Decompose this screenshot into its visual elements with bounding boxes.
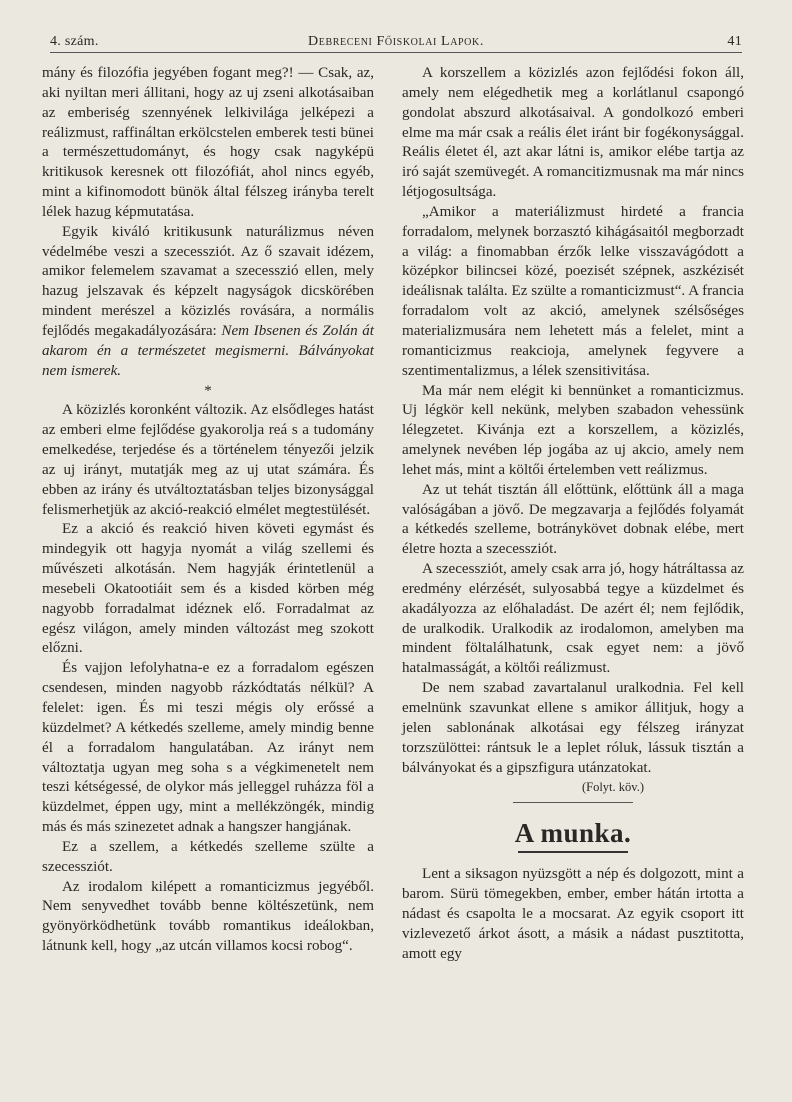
paragraph: Lent a siksagon nyüzsgött a nép és dolgozott, mint a barom. Sürü tömegekben, ember, ember hátán irtotta a nádast és csapolta le a mocsarat. Az egyik csoport itt vizlevezető árkot ásott, a másik a nádast pusztitotta, amott egy bbox=[402, 866, 744, 962]
left-column bbox=[42, 64, 374, 957]
paragraph: A szecessziót, amely csak arra jó, hogy hátráltassa az eredmény elérzését, sulyosabbá tegye a küzdelmet és akadályozza az előhaladást. De azért él; nem fejlődik, de uralkodik. Uralkodik az irodalomon, amelyben ma mindent föltalálhatunk, csak egyet nem: a jövő hatalmasságát, a költői reálizmust. bbox=[402, 561, 744, 677]
paragraph: A közizlés koronként változik. Az elsődleges hatást az emberi elme fejlődése gyakorolja reá s a tudomány emelkedése, terjedése és a történelem tényezői jelzik az uj irányt, mutatják meg az uj utat számára. És ebben az irány és utváltoztatásban teljes bizonysággal felismerhetjük az akció-reakció elmélet megtestülését. bbox=[42, 402, 374, 518]
paragraph-text: Egyik kiváló kritikusunk naturálizmus néven védelmébe veszi a szecessziót. Az ő szavait idézem, amikor felemelem szavamat a szecesszió ellen, mely hazug jelszavak és képzelt nagyságok dicskörében mindent merészel a közizlés rovására, a normális fejlődés megakadályozására: bbox=[42, 223, 374, 339]
page-header bbox=[50, 30, 742, 52]
journal-title: Debreceni Főiskolai Lapok. bbox=[308, 34, 484, 49]
header-rule bbox=[50, 52, 742, 53]
right-column bbox=[402, 64, 744, 964]
continued-note: (Folyt. köv.) bbox=[581, 780, 644, 795]
page-number: 41 bbox=[727, 34, 742, 49]
paragraph: Az irodalom kilépett a romanticizmus jegyéből. Nem senyvedhet tovább benne költészetünk, nem gyönyörködhetünk tovább romantikus ideálokban, látnunk kell, hogy „az utcán villamos kocsi robog“. bbox=[42, 878, 374, 955]
paragraph: De nem szabad zavartalanul uralkodnia. Fel kell emelnünk szavunkat ellene s amikor állitjuk, hogy a jelen sablonának alkotásai egy félszeg irányzat torzszülöttei: rántsuk le a leplet róluk, lássuk tisztán a bálványokat és a gipszfigura utánzatokat. bbox=[402, 680, 744, 776]
paragraph: És vajjon lefolyhatna-e ez a forradalom egészen csendesen, minden nagyobb rázkódtatás nélkül? A felelet: igen. És mi teszi mégis oly erőssé a küzdelmet? A kétkedés szelleme, amely mindig benne él a forradalom hangulatában. Az irányt nem változtatja ugyan meg soha s a végkimenetelt nem teszi kétségessé, de olykor más jelleggel ruházza föl a küzdelmet, éppen ugy, mint a mellékzöngék, mindig más és más szinezetet adnak a hangszer hangjának. bbox=[42, 660, 374, 836]
paragraph: „Amikor a materiálizmust hirdeté a francia forradalom, melynek borzasztó kihágásaitól megborzadt a világ: a finomabban érzők lelke visszavágódott a középkor bilincsei közé, poezisét szépnek, aszkézisét ideálisnak találta. Ez szülte a romanticizmust“. A francia forradalom volt az akció, amelynek szélsőséges materializmusára nem lehetett más a felelet, mint a romanticizmus reakcioja, amelynek fegyvere a szentimentalizmus, a lélek szensitivitása. bbox=[402, 203, 744, 379]
paragraph: Ma már nem elégit ki bennünket a romanticizmus. Uj légkör kell nekünk, melyben szabadon vehessünk lélegzetet. Kivánja ezt a korszellem, a közizlés, amelynek nevében lép jogába az uj akcio, amely nem lehet más, mint a költői értelemben vett reálizmus. bbox=[402, 382, 744, 478]
section-separator: * bbox=[204, 382, 212, 399]
paragraph: Ez a szellem, a kétkedés szelleme szülte a szecessziót. bbox=[42, 838, 374, 875]
issue-number: 4. szám. bbox=[50, 34, 99, 49]
italic-quote: Nem Ibsenen és Zolán át akarom én a természetet megismerni. Bálványokat nem ismerek. bbox=[42, 322, 374, 379]
paragraph bbox=[42, 223, 374, 382]
paragraph: Ez a akció és reakció hiven követi egymást és mindegyik ott hagyja nyomát a világ szellemi és művészeti alkotásán. Nem hagyják érintetlenül a mesebeli Okatootiáit sem és a kisded körben még nagyobb forradalmat idéznek elő. Forradalmat az egész világon, amely minden változást meg szokott előzni. bbox=[42, 521, 374, 657]
paragraph: Az ut tehát tisztán áll előttünk, előttünk áll a maga valóságában a jövő. De megzavarja a fejlődés folyamát a kétkedés szelleme, botránykövet dobnak elébe, mert életre hozta a szecessziót. bbox=[402, 481, 744, 558]
paragraph: A korszellem a közizlés azon fejlődési fokon áll, amely nem elégedhetik meg a korlátlanul csapongó gondolat abszurd alkotásaival. A gondolkozó emberi elme ma már csak a reális élet iránt bir fogékonysággal. Reális életet él, azt akar látni is, amikor elébe tartja az iró saját szemüvegét. A romancitizmusnak ma már nincs létjogosultsága. bbox=[402, 65, 744, 201]
title-underline bbox=[518, 851, 628, 853]
article-divider bbox=[513, 802, 633, 803]
article-title: A munka. bbox=[514, 818, 632, 849]
paragraph: mány és filozófia jegyében fogant meg?! — Csak, az, aki nyiltan meri állitani, hogy az uj zseni alkotásaiban az emberiség szennyének lelkivilága jelképezi a reálizmust, raffináltan erkölcstelen emberek testi bünei a természettudományt, és hogy csak nagyképü kritikusok keresnek ott filozófiát, ahol nincs egyéb, mint a kifinomodott bünök által félszeg irányba terelt lélek hazug képmutatása. bbox=[42, 65, 374, 220]
